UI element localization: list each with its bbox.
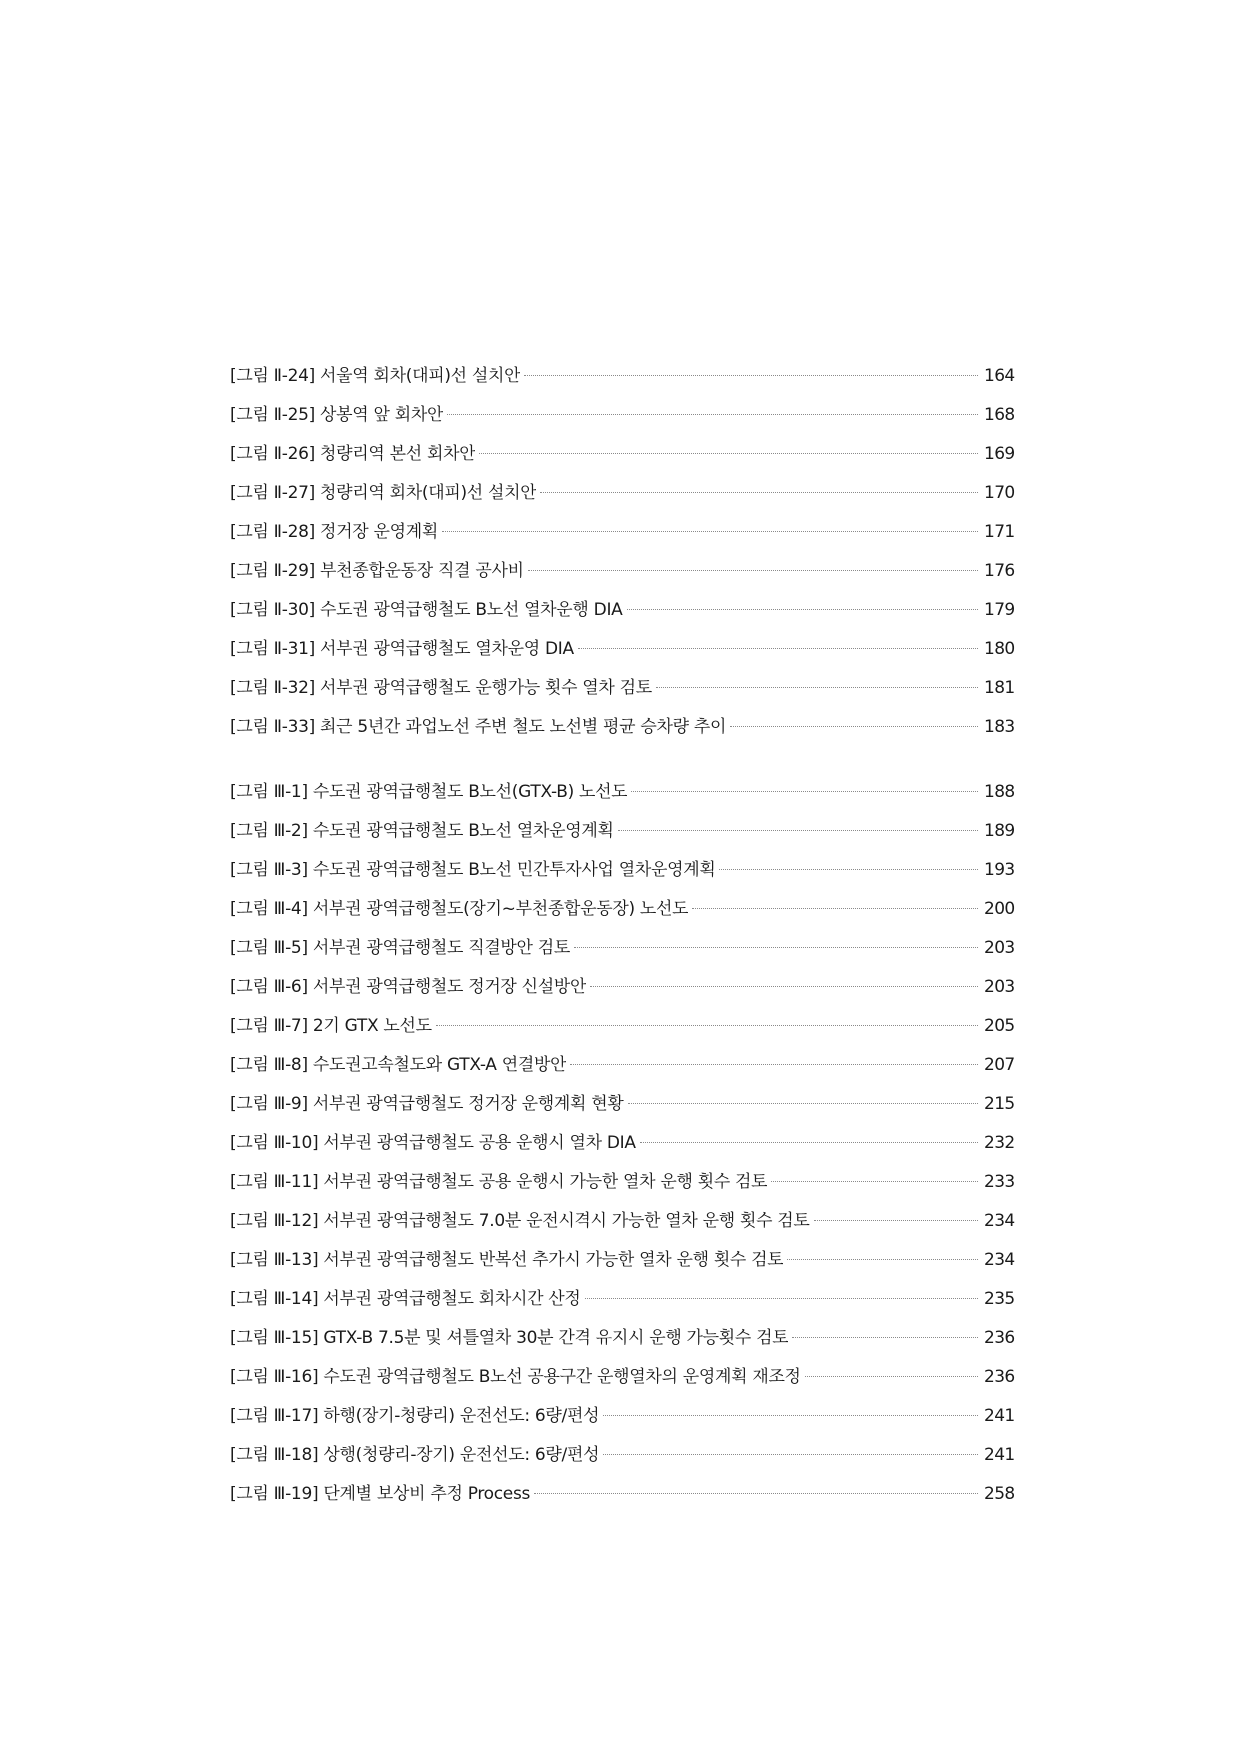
dot-leader: [631, 791, 978, 792]
toc-entry-label: [그림 Ⅱ-29] 부천종합운동장 직결 공사비: [230, 561, 524, 581]
toc-entry-page-number: 193: [984, 860, 1015, 880]
dot-leader: [603, 1454, 978, 1455]
toc-entry[interactable]: [230, 1085, 1014, 1124]
toc-entry-page-number: 205: [984, 1016, 1015, 1036]
toc-entry-label: [그림 Ⅲ-16] 수도권 광역급행철도 B노선 공용구간 운행열차의 운영계획 재조정: [230, 1367, 801, 1387]
toc-entry[interactable]: [230, 1202, 1014, 1241]
toc-entry-label: [그림 Ⅲ-13] 서부권 광역급행철도 반복선 추가시 가능한 열차 운행 횟수 검토: [230, 1250, 784, 1270]
toc-entry[interactable]: [230, 1358, 1014, 1397]
toc-entry[interactable]: [230, 1046, 1014, 1085]
toc-entry-label: [그림 Ⅱ-27] 청량리역 회차(대피)선 설치안: [230, 483, 537, 503]
toc-entry-page-number: 200: [984, 899, 1015, 919]
toc-entry[interactable]: [230, 851, 1014, 890]
toc-entry[interactable]: [230, 669, 1014, 708]
toc-entry[interactable]: [230, 357, 1014, 396]
toc-group: [230, 357, 1014, 747]
toc-entry-page-number: 176: [984, 561, 1015, 581]
toc-entry-label: [그림 Ⅲ-1] 수도권 광역급행철도 B노선(GTX-B) 노선도: [230, 782, 628, 802]
toc-entry[interactable]: [230, 968, 1014, 1007]
toc-entry-page-number: 241: [984, 1406, 1015, 1426]
toc-entry-label: [그림 Ⅲ-9] 서부권 광역급행철도 정거장 운행계획 현황: [230, 1094, 624, 1114]
toc-entry-label: [그림 Ⅲ-10] 서부권 광역급행철도 공용 운행시 열차 DIA: [230, 1133, 636, 1153]
dot-leader: [436, 1025, 978, 1026]
toc-entry-page-number: 169: [984, 444, 1015, 464]
dot-leader: [628, 1103, 979, 1104]
toc-entry-label: [그림 Ⅱ-31] 서부권 광역급행철도 열차운영 DIA: [230, 639, 574, 659]
toc-entry-page-number: 168: [984, 405, 1015, 425]
toc-entry[interactable]: [230, 890, 1014, 929]
figure-list: [230, 357, 1014, 1514]
toc-entry-label: [그림 Ⅲ-17] 하행(장기-청량리) 운전선도: 6량/편성: [230, 1406, 600, 1426]
toc-entry[interactable]: [230, 929, 1014, 968]
toc-entry-page-number: 234: [984, 1250, 1015, 1270]
toc-entry-page-number: 258: [984, 1484, 1015, 1504]
toc-entry[interactable]: [230, 1319, 1014, 1358]
toc-entry-label: [그림 Ⅲ-3] 수도권 광역급행철도 B노선 민간투자사업 열차운영계획: [230, 860, 716, 880]
toc-entry-page-number: 232: [984, 1133, 1015, 1153]
toc-entry-page-number: 171: [984, 522, 1015, 542]
toc-group: [230, 773, 1014, 1514]
toc-entry-page-number: 207: [984, 1055, 1015, 1075]
dot-leader: [719, 869, 978, 870]
dot-leader: [479, 453, 978, 454]
dot-leader: [814, 1220, 978, 1221]
toc-entry-page-number: 164: [984, 366, 1015, 386]
toc-entry-page-number: 233: [984, 1172, 1015, 1192]
dot-leader: [771, 1181, 978, 1182]
toc-entry-page-number: 183: [984, 717, 1015, 737]
toc-entry[interactable]: [230, 1124, 1014, 1163]
toc-entry-label: [그림 Ⅱ-24] 서울역 회차(대피)선 설치안: [230, 366, 521, 386]
toc-entry-label: [그림 Ⅲ-14] 서부권 광역급행철도 회차시간 산정: [230, 1289, 581, 1309]
dot-leader: [805, 1376, 978, 1377]
toc-entry[interactable]: [230, 812, 1014, 851]
toc-entry-page-number: 241: [984, 1445, 1015, 1465]
dot-leader: [585, 1298, 978, 1299]
toc-entry[interactable]: [230, 1397, 1014, 1436]
toc-entry-label: [그림 Ⅲ-18] 상행(청량리-장기) 운전선도: 6량/편성: [230, 1445, 600, 1465]
toc-entry-label: [그림 Ⅲ-15] GTX-B 7.5분 및 셔틀열차 30분 간격 유지시 운행 가능횟수 검토: [230, 1328, 789, 1348]
toc-entry-label: [그림 Ⅲ-7] 2기 GTX 노선도: [230, 1016, 432, 1036]
toc-entry-page-number: 203: [984, 938, 1015, 958]
dot-leader: [656, 687, 978, 688]
toc-entry[interactable]: [230, 513, 1014, 552]
toc-entry-label: [그림 Ⅲ-4] 서부권 광역급행철도(장기~부천종합운동장) 노선도: [230, 899, 689, 919]
dot-leader: [590, 986, 978, 987]
toc-entry-page-number: 234: [984, 1211, 1015, 1231]
dot-leader: [570, 1064, 978, 1065]
toc-entry-label: [그림 Ⅲ-19] 단계별 보상비 추정 Process: [230, 1484, 531, 1504]
toc-entry-label: [그림 Ⅲ-8] 수도권고속철도와 GTX-A 연결방안: [230, 1055, 567, 1075]
toc-entry[interactable]: [230, 396, 1014, 435]
dot-leader: [603, 1415, 978, 1416]
toc-entry-page-number: 236: [984, 1328, 1015, 1348]
toc-entry[interactable]: [230, 552, 1014, 591]
toc-entry-page-number: 235: [984, 1289, 1015, 1309]
dot-leader: [447, 414, 978, 415]
toc-entry-label: [그림 Ⅱ-33] 최근 5년간 과업노선 주변 철도 노선별 평균 승차량 추이: [230, 717, 727, 737]
dot-leader: [574, 947, 978, 948]
dot-leader: [787, 1259, 978, 1260]
toc-entry-page-number: 189: [984, 821, 1015, 841]
toc-entry-label: [그림 Ⅱ-28] 정거장 운영계획: [230, 522, 439, 542]
dot-leader: [730, 726, 978, 727]
toc-entry[interactable]: [230, 1436, 1014, 1475]
dot-leader: [627, 609, 979, 610]
toc-entry-page-number: 203: [984, 977, 1015, 997]
toc-entry[interactable]: [230, 1280, 1014, 1319]
dot-leader: [442, 531, 978, 532]
toc-entry-label: [그림 Ⅲ-2] 수도권 광역급행철도 B노선 열차운영계획: [230, 821, 614, 841]
toc-entry-label: [그림 Ⅲ-12] 서부권 광역급행철도 7.0분 운전시격시 가능한 열차 운행 횟수 검토: [230, 1211, 810, 1231]
dot-leader: [540, 492, 978, 493]
dot-leader: [692, 908, 978, 909]
dot-leader: [792, 1337, 978, 1338]
toc-entry[interactable]: [230, 435, 1014, 474]
dot-leader: [534, 1493, 978, 1494]
toc-entry-label: [그림 Ⅲ-6] 서부권 광역급행철도 정거장 신설방안: [230, 977, 587, 997]
toc-entry[interactable]: [230, 708, 1014, 747]
toc-entry-label: [그림 Ⅱ-30] 수도권 광역급행철도 B노선 열차운행 DIA: [230, 600, 623, 620]
toc-entry-page-number: 179: [984, 600, 1015, 620]
dot-leader: [528, 570, 978, 571]
toc-entry-page-number: 188: [984, 782, 1015, 802]
toc-entry-label: [그림 Ⅱ-26] 청량리역 본선 회차안: [230, 444, 476, 464]
toc-entry[interactable]: [230, 474, 1014, 513]
dot-leader: [524, 375, 978, 376]
toc-entry-label: [그림 Ⅲ-11] 서부권 광역급행철도 공용 운행시 가능한 열차 운행 횟수 검토: [230, 1172, 768, 1192]
toc-entry-page-number: 215: [984, 1094, 1015, 1114]
dot-leader: [578, 648, 978, 649]
dot-leader: [640, 1142, 978, 1143]
dot-leader: [618, 830, 978, 831]
toc-entry-label: [그림 Ⅱ-25] 상봉역 앞 회차안: [230, 405, 444, 425]
toc-entry-page-number: 180: [984, 639, 1015, 659]
toc-entry[interactable]: [230, 1241, 1014, 1280]
toc-entry-page-number: 170: [984, 483, 1015, 503]
toc-entry[interactable]: [230, 1475, 1014, 1514]
toc-entry[interactable]: [230, 1163, 1014, 1202]
toc-entry[interactable]: [230, 630, 1014, 669]
toc-entry-page-number: 236: [984, 1367, 1015, 1387]
toc-entry-label: [그림 Ⅱ-32] 서부권 광역급행철도 운행가능 횟수 열차 검토: [230, 678, 652, 698]
toc-entry[interactable]: [230, 773, 1014, 812]
toc-entry-label: [그림 Ⅲ-5] 서부권 광역급행철도 직결방안 검토: [230, 938, 571, 958]
toc-entry[interactable]: [230, 591, 1014, 630]
toc-entry-page-number: 181: [984, 678, 1015, 698]
toc-entry[interactable]: [230, 1007, 1014, 1046]
